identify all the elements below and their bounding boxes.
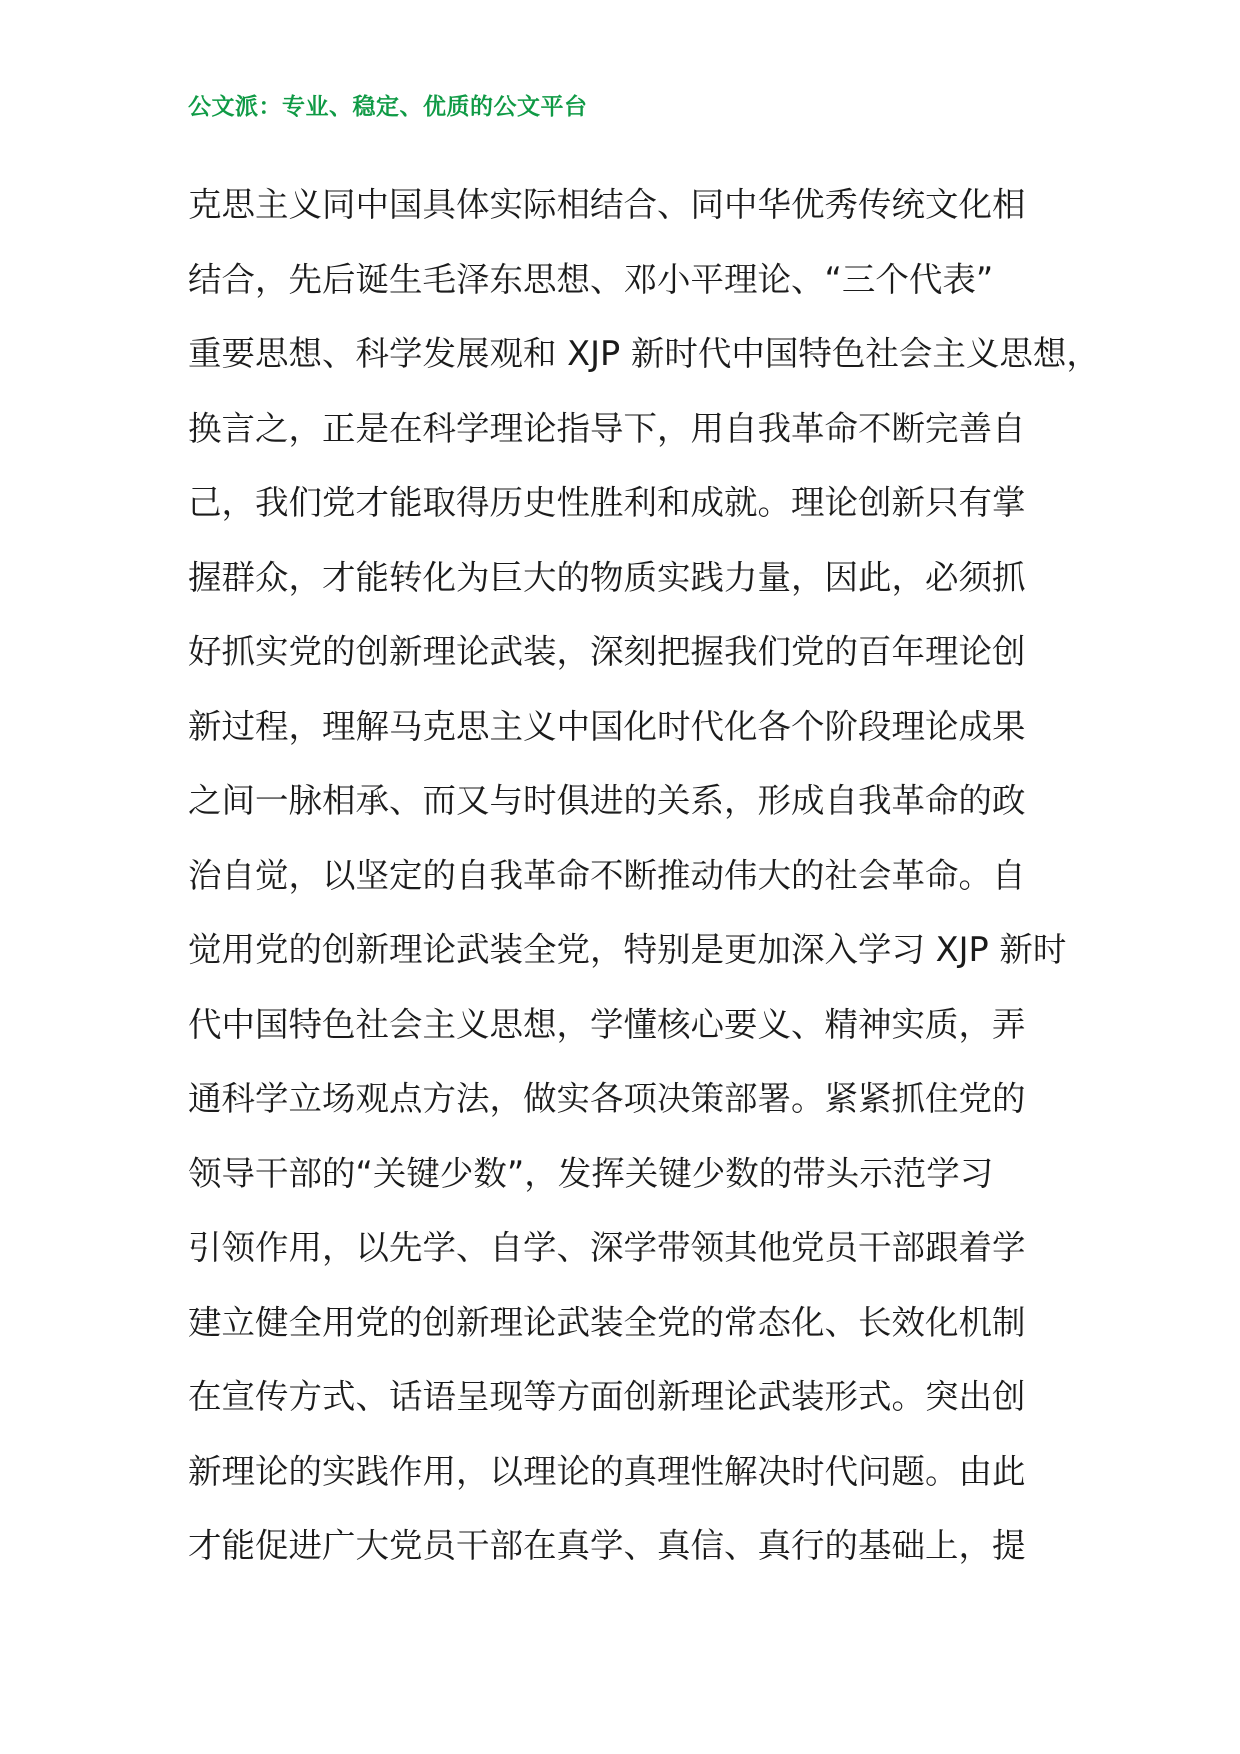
text-line: 己，我们党才能取得历史性胜利和成就。理论创新只有掌 bbox=[188, 483, 1026, 522]
text-line: 换言之，正是在科学理论指导下，用自我革命不断完善自 bbox=[188, 408, 1026, 448]
text-line: 建立健全用党的创新理论武装全党的常态化、长效化机制 bbox=[188, 1302, 1026, 1342]
text-line: 领导干部的“关键少数”，发挥关键少数的带头示范学习 bbox=[188, 1153, 994, 1193]
text-line: 克思主义同中国具体实际相结合、同中华优秀传统文化相 bbox=[188, 185, 1026, 224]
text-line: 重要思想、科学发展观和 XJP 新时代中国特色社会主义思想， bbox=[188, 334, 1100, 373]
text-line: 治自觉，以坚定的自我革命不断推动伟大的社会革命。自 bbox=[188, 855, 1026, 895]
text-line: 通科学立场观点方法，做实各项决策部署。紧紧抓住党的 bbox=[188, 1079, 1026, 1118]
text-line: 好抓实党的创新理论武装，深刻把握我们党的百年理论创 bbox=[188, 632, 1026, 671]
text-line: 新理论的实践作用，以理论的真理性解决时代问题。由此 bbox=[188, 1451, 1026, 1491]
text-line: 在宣传方式、话语呈现等方面创新理论武装形式。突出创 bbox=[188, 1377, 1026, 1416]
body-text bbox=[188, 168, 1100, 1584]
text-line: 代中国特色社会主义思想，学懂核心要义、精神实质，弄 bbox=[188, 1004, 1026, 1044]
text-line: 新过程，理解马克思主义中国化时代化各个阶段理论成果 bbox=[188, 706, 1026, 746]
site-header: 公文派：专业、稳定、优质的公文平台 bbox=[188, 94, 588, 120]
text-line: 才能促进广大党员干部在真学、真信、真行的基础上，提 bbox=[188, 1526, 1026, 1565]
text-line: 结合，先后诞生毛泽东思想、邓小平理论、“三个代表” bbox=[188, 259, 994, 299]
text-line: 觉用党的创新理论武装全党，特别是更加深入学习 XJP 新时 bbox=[188, 930, 1067, 969]
text-line: 握群众，才能转化为巨大的物质实践力量，因此，必须抓 bbox=[188, 557, 1026, 597]
text-line: 之间一脉相承、而又与时俱进的关系，形成自我革命的政 bbox=[188, 781, 1026, 820]
text-line: 引领作用，以先学、自学、深学带领其他党员干部跟着学 bbox=[188, 1228, 1026, 1267]
